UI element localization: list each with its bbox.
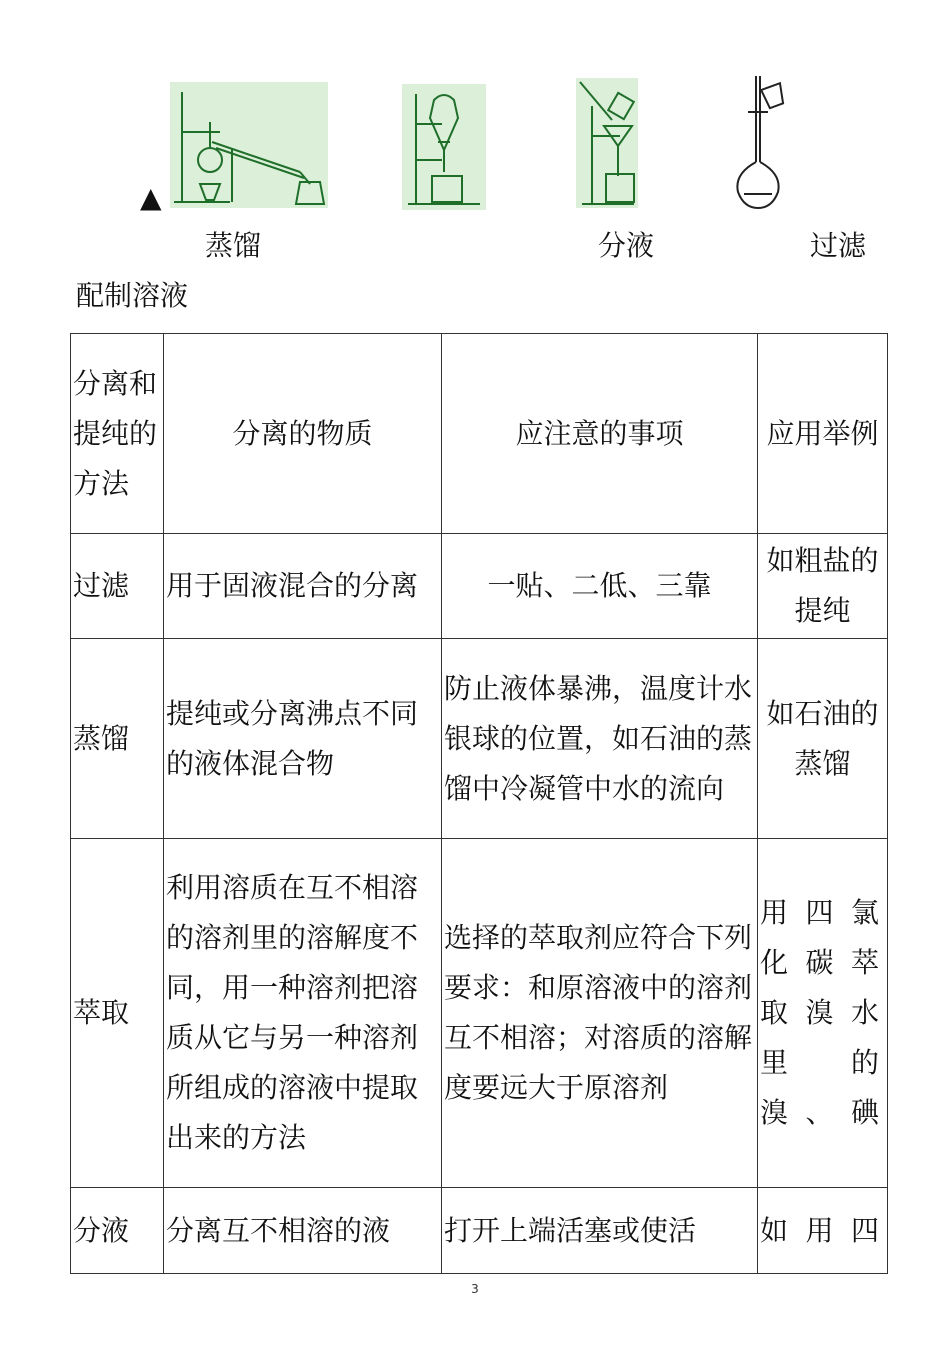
example-cell: 如用四 <box>758 1188 888 1274</box>
example-cell: 用四氯化碳萃取溴水里的溴、碘 <box>758 839 888 1188</box>
example-cell: 如石油的蒸馏 <box>758 639 888 839</box>
method-cell: 蒸馏 <box>71 639 164 839</box>
page-number: 3 <box>471 1282 479 1296</box>
table-row <box>71 1188 888 1274</box>
method-cell: 分液 <box>71 1188 164 1274</box>
figure-marker: ▲ <box>140 181 162 214</box>
notes-cell: 打开上端活塞或使活 <box>442 1188 758 1274</box>
substances-cell: 提纯或分离沸点不同的液体混合物 <box>164 639 442 839</box>
header-method: 分离和提纯的方法 <box>71 334 164 534</box>
substances-cell: 用于固液混合的分离 <box>164 534 442 639</box>
table-header-row <box>71 334 888 534</box>
distillation-apparatus-image <box>170 72 328 212</box>
table-row <box>71 639 888 839</box>
notes-cell: 防止液体暴沸，温度计水银球的位置，如石油的蒸馏中冷凝管中水的流向 <box>442 639 758 839</box>
filtration-apparatus-image <box>576 76 638 216</box>
header-examples: 应用举例 <box>758 334 888 534</box>
method-cell: 萃取 <box>71 839 164 1188</box>
caption-filtration: 过滤 <box>810 229 867 262</box>
separation-methods-table <box>70 333 888 1274</box>
notes-cell: 一贴、二低、三靠 <box>442 534 758 639</box>
header-substances: 分离的物质 <box>164 334 442 534</box>
volumetric-flask-image <box>730 72 788 212</box>
caption-solution-preparation: 配制溶液 <box>76 279 189 312</box>
caption-distillation: 蒸馏 <box>205 229 262 262</box>
caption-separation: 分液 <box>598 229 655 262</box>
substances-cell: 分离互不相溶的液 <box>164 1188 442 1274</box>
example-cell: 如粗盐的提纯 <box>758 534 888 639</box>
notes-cell: 选择的萃取剂应符合下列要求：和原溶液中的溶剂互不相溶；对溶质的溶解度要远大于原溶剂 <box>442 839 758 1188</box>
separatory-funnel-image <box>402 80 486 220</box>
table-row <box>71 534 888 639</box>
substances-cell: 利用溶质在互不相溶的溶剂里的溶解度不同，用一种溶剂把溶质从它与另一种溶剂所组成的溶液中提取出来的方法 <box>164 839 442 1188</box>
header-notes: 应注意的事项 <box>442 334 758 534</box>
method-cell: 过滤 <box>71 534 164 639</box>
table-row <box>71 839 888 1188</box>
